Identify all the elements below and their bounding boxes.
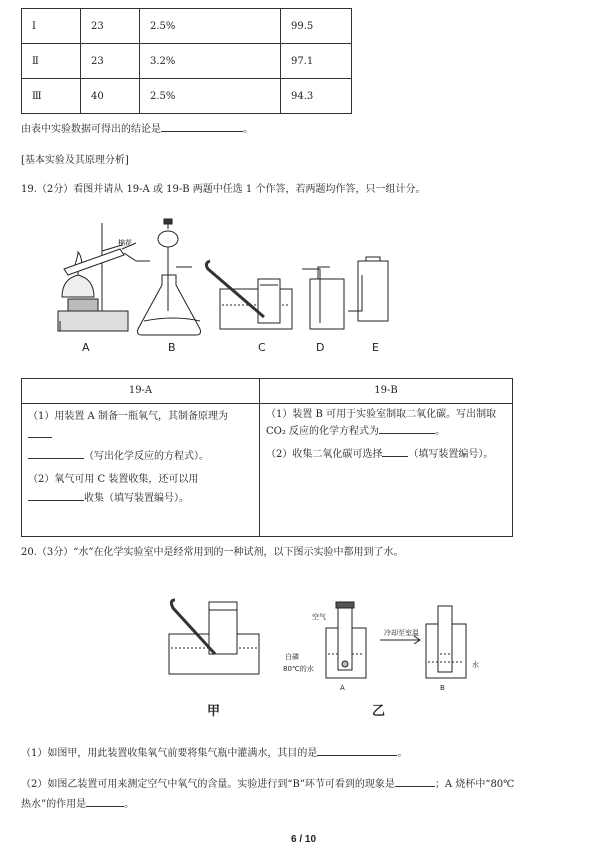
answer-blank[interactable] <box>161 121 243 132</box>
label-cool: 冷却至室温 <box>384 629 419 637</box>
a2-text: （2）氧气可用 C 装置收集，还可以用 <box>28 474 199 485</box>
b1-end: 。 <box>435 426 446 437</box>
p1-end: 。 <box>397 748 408 759</box>
apparatus-label-b: B <box>168 341 176 354</box>
cell-conc: 3.2% <box>140 44 281 79</box>
conclusion-prefix: 由表中实验数据可得出的结论是 <box>21 124 161 135</box>
cell-temp: 23 <box>81 44 140 79</box>
figure-jia-label: 甲 <box>207 704 221 719</box>
section-title: [基本实验及其原理分析] <box>21 155 129 166</box>
label-air: 空气 <box>312 613 326 621</box>
table-row <box>22 79 352 114</box>
conclusion-suffix: 。 <box>243 124 253 135</box>
apparatus-label-d: D <box>316 341 325 354</box>
answer-blank[interactable] <box>395 776 435 787</box>
page-number: 6 / 10 <box>290 834 317 845</box>
table-row <box>22 379 513 404</box>
cell-conc: 2.5% <box>140 79 281 114</box>
p2-text: （2）如图乙装置可用来测定空气中氧气的含量。实验进行到“B”环节可看到的现象是 <box>21 779 395 790</box>
q19-intro: 19.（2分）看图并请从 19-A 或 19-B 两题中任选 1 个作答，若两题均作答，只一组计分。 <box>21 184 426 195</box>
cell-temp: 23 <box>81 9 140 44</box>
cell-rate: 97.1 <box>281 44 352 79</box>
b1-text: （1）装置 B 可用于实验室制取二氧化碳。写出制取 CO₂ 反应的化学方程式为 <box>266 409 497 437</box>
cell-temp: 40 <box>81 79 140 114</box>
a1-text: （1）用装置 A 制备一瓶氧气，其制备原理为 <box>28 411 228 422</box>
a2-note: 收集（填写装置编号）。 <box>84 493 189 504</box>
apparatus-figure <box>40 213 420 358</box>
test-tube <box>64 249 124 275</box>
collecting-bottle-d <box>310 279 344 329</box>
q20-part2 <box>21 775 514 790</box>
funnel <box>158 231 178 247</box>
table-row <box>22 44 352 79</box>
answer-blank[interactable] <box>382 446 408 457</box>
stand-base <box>58 311 128 331</box>
answer-blank[interactable] <box>86 796 124 807</box>
answer-blank[interactable] <box>28 448 84 459</box>
answer-blank[interactable] <box>28 427 52 438</box>
figure-jia-apparatus <box>165 592 265 682</box>
a1-note: （写出化学反应的方程式）。 <box>84 451 209 462</box>
apparatus-label-c: C <box>258 341 266 354</box>
alcohol-lamp <box>62 275 94 297</box>
cell-conc: 2.5% <box>140 9 281 44</box>
figure-yi-apparatus <box>280 598 480 688</box>
apparatus-label-e: E <box>372 341 379 354</box>
answer-blank[interactable] <box>28 490 84 501</box>
b2-text: （2）收集二氧化碳可选择 <box>266 449 383 460</box>
conical-flask <box>138 275 201 335</box>
p2-line2: 热水”的作用是 <box>21 799 87 810</box>
col-a-header: 19-A <box>22 379 260 404</box>
answer-blank[interactable] <box>379 423 435 434</box>
q20-part1 <box>21 744 407 759</box>
p2-mid: ；A 烧杯中“80℃ <box>434 779 515 790</box>
label-hot-water: 80℃的水 <box>283 665 314 673</box>
table-row <box>22 9 352 44</box>
label-b: B <box>440 684 445 692</box>
results-table <box>21 8 352 114</box>
figure-yi-label: 乙 <box>372 704 386 719</box>
p2-end: 。 <box>124 799 135 810</box>
b2-note: （填写装置编号）。 <box>408 449 494 460</box>
q19-table <box>21 378 513 537</box>
col-a-cell <box>22 404 260 537</box>
q20-part2-line2 <box>21 795 134 810</box>
apparatus-label-a: A <box>82 341 90 354</box>
label-white-phosphorus: 白磷 <box>285 653 299 661</box>
conclusion-line <box>21 120 253 135</box>
row-id: Ⅰ <box>22 9 81 44</box>
table-row <box>22 404 513 537</box>
label-water: 水 <box>472 661 479 669</box>
cell-rate: 94.3 <box>281 79 352 114</box>
cotton-label: 棉花 <box>118 239 132 247</box>
p1-text: （1）如图甲，用此装置收集氧气前要将集气瓶中灌满水，其目的是 <box>21 748 318 759</box>
answer-blank[interactable] <box>317 745 397 756</box>
col-b-cell <box>260 404 513 537</box>
row-id: Ⅱ <box>22 44 81 79</box>
col-b-header: 19-B <box>260 379 513 404</box>
label-a: A <box>340 684 345 692</box>
q20-intro: 20.（3分）“水”在化学实验室中是经常用到的一种试剂，以下图示实验中都用到了水。 <box>21 547 404 558</box>
row-id: Ⅲ <box>22 79 81 114</box>
cell-rate: 99.5 <box>281 9 352 44</box>
